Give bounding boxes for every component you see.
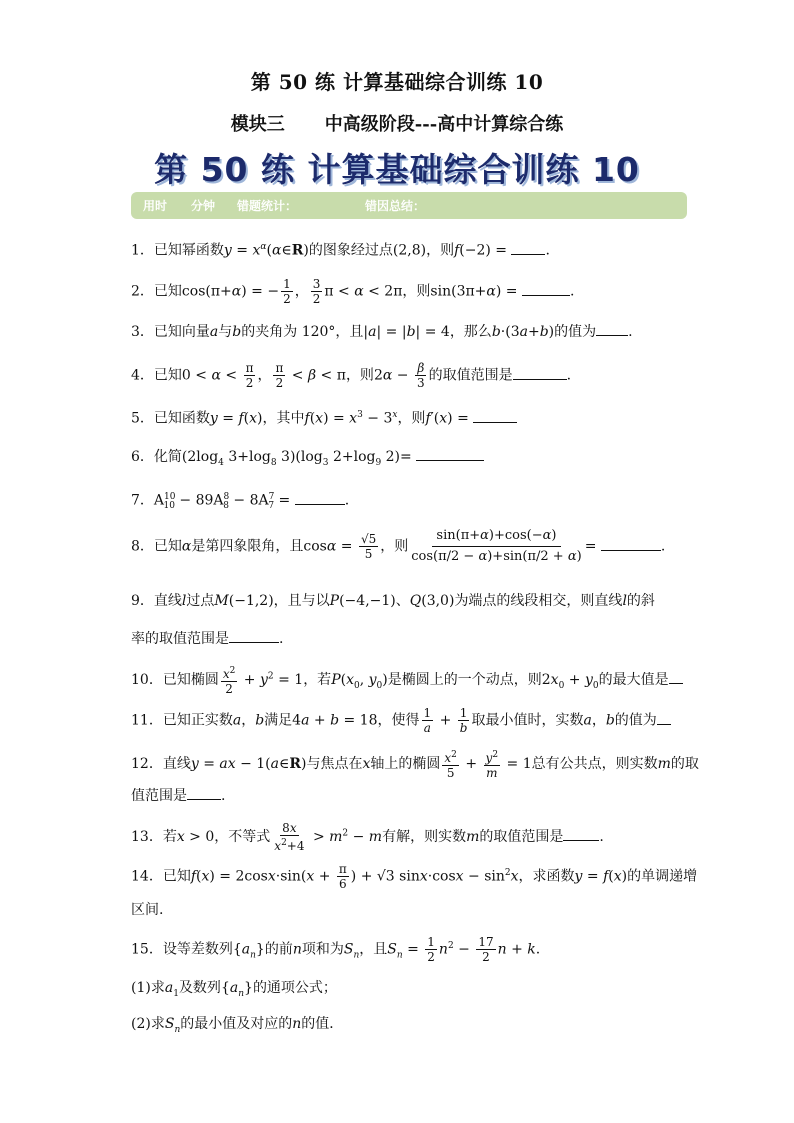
question-15-part2: (2)求$S_n$的最小值及对应的n的值．	[131, 1016, 344, 1035]
answer-blank[interactable]	[596, 321, 628, 336]
answer-blank[interactable]	[229, 628, 279, 643]
stage-label: 中高级阶段---高中计算综合练	[324, 114, 564, 135]
answer-blank[interactable]	[473, 408, 517, 423]
answer-blank[interactable]	[657, 710, 671, 725]
question-9: 9．直线l过点M(−1,2)，且与以P(−4,−1)、Q(3,0)为端点的线段相交，则直线l的斜	[131, 593, 655, 609]
question-4: 4．已知0 < α < $\frac{\pi}{2}$ ， $\frac{\pi}{2}$ < β < π，则2α − $\frac{\beta}{3}$ 的取值范围是 .	[131, 361, 572, 390]
question-6: 6．化简($2\log_4$ $3+\log_8$ $3)(\log_3$ $2+\log_9$ 2)=	[131, 446, 671, 473]
answer-blank[interactable]	[563, 826, 599, 841]
answer-blank[interactable]	[416, 446, 484, 461]
question-9-cont: 率的取值范围是 .	[131, 628, 671, 649]
minutes-label: 分钟	[191, 199, 216, 213]
question-1: 1．已知幂函数$y = x^\alpha(\alpha\in R)$的图象经过点(2,8)，则f(−2) = .	[131, 237, 671, 261]
question-5: 5．已知函数y = f(x)，其中$f(x) = x^3 - 3^x$，则f′(x) =	[131, 405, 671, 429]
banner-title: 第 50 练 计算基础综合训练 10	[154, 150, 640, 189]
question-12: 12．直线y = ax − 1(a∈R)与焦点在x轴上的椭圆 $\frac{x^2}{5}$ + $\frac{y^2}{m}$ = 1总有公共点，则实数m的取	[131, 750, 699, 780]
question-15: 15．设等差数列$\{a_n\}$的前n项和为$S_n$，且$S_n$ = $\frac{1}{2}$ $n^2$ − $\frac{17}{2}$ n + k.	[131, 935, 541, 964]
question-7: 7．$A^{10}_{10} - 89A^8_8 - 8A^7_7$ = .	[131, 487, 671, 516]
question-14: 14．已知f(x) = 2cosx·sin(x + $\frac{\pi}{6}$ ) + √3 $\sin x\cdot\cos x - \sin^2x$，求函数y = f(x)的单调递增	[131, 862, 698, 891]
module-label: 模块三	[230, 114, 285, 135]
question-13: 13．若x > 0，不等式 $\frac{8x}{x^2+4}$ > $m^2 - m$有解，则实数m的取值范围是 .	[131, 821, 604, 853]
question-10: 10．已知椭圆 $\frac{x^2}{2}$ + $y^2 = 1$，若$P(x_0$, $y_0$)是椭圆上的一个动点，则$2x_0 + y_0$的最大值是	[131, 664, 671, 696]
answer-blank[interactable]	[669, 669, 683, 684]
stats-bar	[131, 192, 687, 219]
answer-blank[interactable]	[522, 281, 570, 296]
question-12-cont: 值范围是 .	[131, 785, 671, 806]
question-14-cont: 区间.	[131, 902, 164, 918]
answer-blank[interactable]	[295, 490, 345, 505]
question-11: 11．已知正实数a，b满足4a + b = 18，使得 $\frac{1}{a}$ + $\frac{1}{b}$ 取最小值时，实数a，b的值为	[131, 706, 671, 735]
wrong-count-label: 错题统计：	[237, 199, 298, 213]
question-3: 3．已知向量a与b的夹角为 120°，且|a| = |b| = 4，那么b·(3a+b)的值为 .	[131, 321, 671, 342]
answer-blank[interactable]	[601, 536, 661, 551]
question-15-part1: (1)求$a_1$及数列$\{a_n\}$的通项公式；	[131, 980, 337, 999]
module-subtitle	[0, 110, 794, 136]
question-8: 8．已知α是第四象限角，且cosα = $\frac{√5}{5}$ ，则 $\frac{\sin(\pi+\alpha)+\cos(-\alpha)}{\cos(\pi/2 - \alpha)+\sin(\pi/2 + \alpha)}$ = .	[131, 528, 666, 564]
answer-blank[interactable]	[511, 240, 545, 255]
time-label: 用时	[143, 199, 168, 213]
question-2: 2．已知cos(π+α) = − $\frac{1}{2}$ ， $\frac{3}{2}$ π < α < 2π，则sin(3π+α) = .	[131, 277, 575, 306]
answer-blank[interactable]	[513, 365, 567, 380]
answer-blank[interactable]	[187, 785, 221, 800]
page-title: 第 50 练 计算基础综合训练 10	[250, 70, 544, 94]
wrong-reason-label: 错因总结：	[365, 199, 426, 213]
